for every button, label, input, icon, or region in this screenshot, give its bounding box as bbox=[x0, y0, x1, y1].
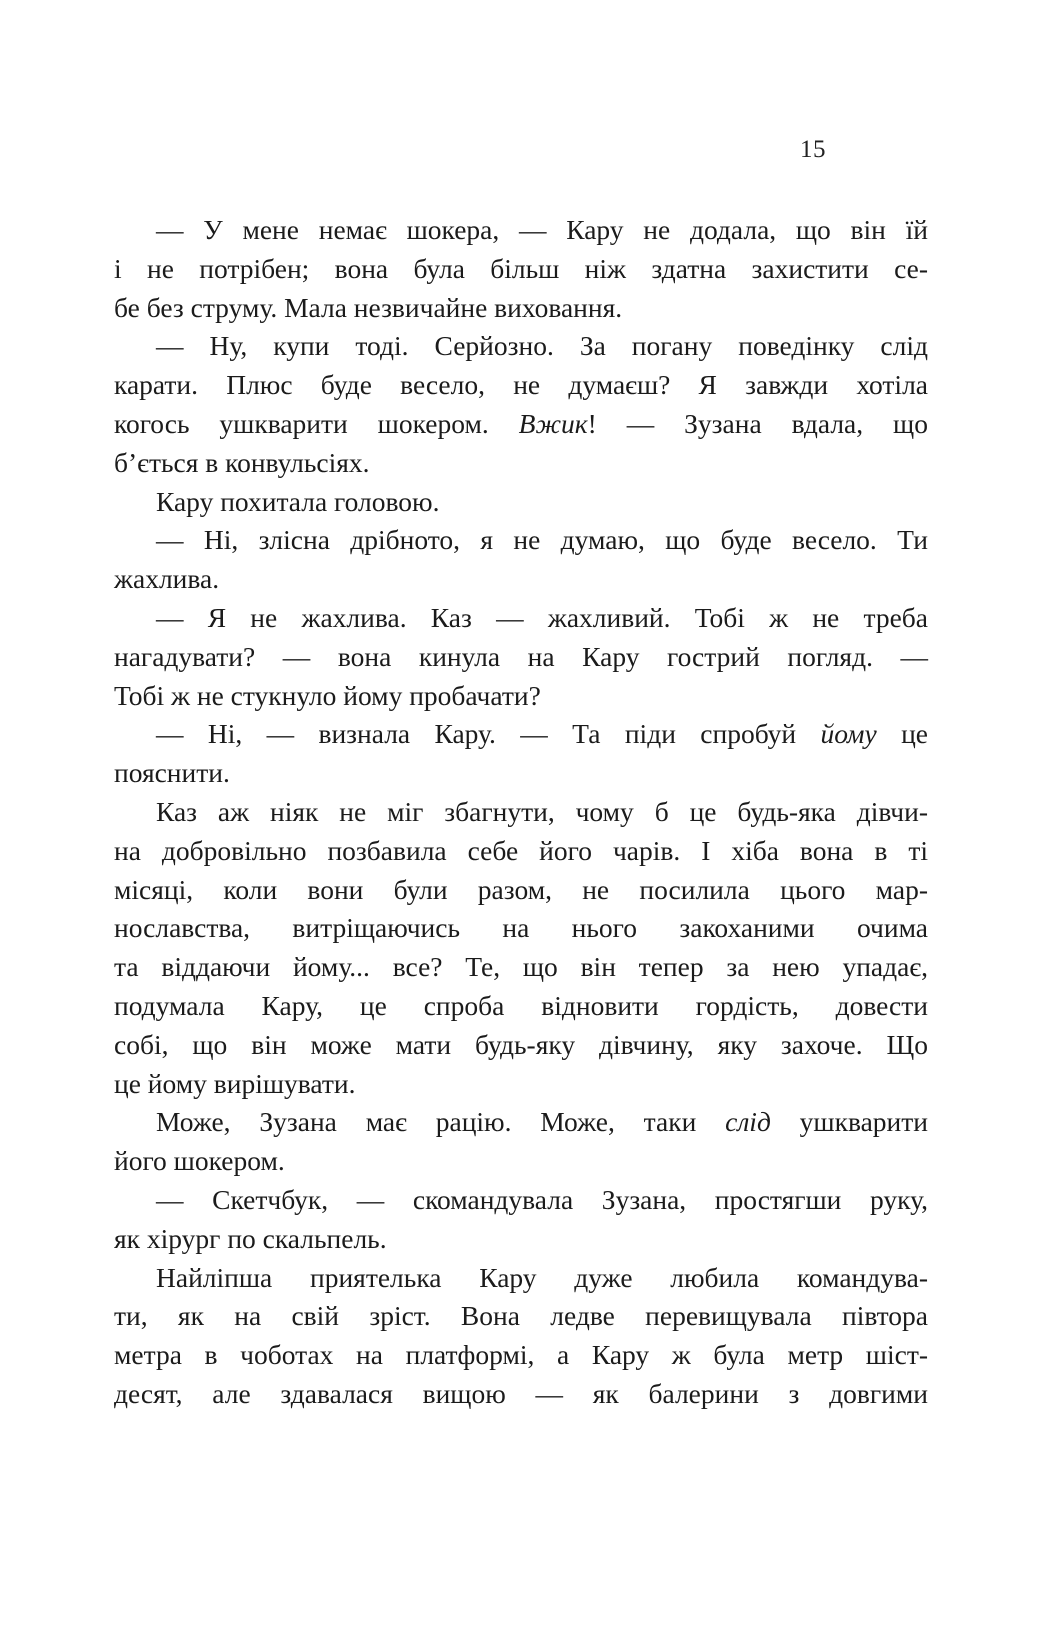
text-line: — Ні, злісна дрібното, я не думаю, що буде весело. Ти bbox=[156, 524, 928, 556]
text-line: його шокером. bbox=[114, 1145, 285, 1177]
text-line: — Скетчбук, — скомандувала Зузана, простягши руку, bbox=[156, 1183, 928, 1215]
text-line: жахлива. bbox=[114, 563, 220, 595]
italic-text: йому bbox=[820, 718, 877, 750]
text-line: місяці, коли вони були разом, не посилила цього мар- bbox=[114, 873, 928, 905]
italic-text: слід bbox=[725, 1106, 771, 1138]
text-line: бе без струму. Мала незвичайне виховання. bbox=[114, 291, 623, 323]
text-line: Може, Зузана має рацію. Може, таки слід ушкварити bbox=[156, 1106, 928, 1138]
text-line: на добровільно позбавила себе його чарів. І хіба вона в ті bbox=[114, 834, 928, 866]
text-line: нагадувати? — вона кинула на Кару гострий погляд. — bbox=[114, 640, 928, 672]
text-line: та віддаючи йому... все? Те, що він тепер за нею упадає, bbox=[114, 951, 928, 983]
text-line: нославства, витріщаючись на нього закоханими очима bbox=[114, 912, 928, 944]
text-line: подумала Кару, це спроба відновити гордість, довести bbox=[114, 989, 928, 1021]
text-line: Каз аж ніяк не міг збагнути, чому б це будь-яка дівчи- bbox=[156, 795, 928, 827]
text-line: десят, але здавалася вищою — як балерини з довгими bbox=[114, 1377, 928, 1409]
italic-text: Вжик bbox=[518, 407, 588, 439]
text-line: пояснити. bbox=[114, 757, 230, 789]
text-line: когось ушкварити шокером. Вжик! — Зузана вдала, що bbox=[114, 407, 928, 439]
text-block bbox=[114, 211, 928, 1414]
text-line: собі, що він може мати будь-яку дівчину, яку захоче. Що bbox=[114, 1028, 928, 1060]
text-line: — Ну, купи тоді. Серйозно. За погану поведінку слід bbox=[156, 330, 928, 362]
text-line: Тобі ж не стукнуло йому пробачати? bbox=[114, 679, 541, 711]
page-number: 15 bbox=[800, 136, 826, 163]
text-line: карати. Плюс буде весело, не думаєш? Я завжди хотіла bbox=[114, 369, 928, 401]
text-line: Кару похитала головою. bbox=[156, 485, 440, 517]
text-line: — Я не жахлива. Каз — жахливий. Тобі ж не треба bbox=[156, 601, 928, 633]
text-line: це йому вирішувати. bbox=[114, 1067, 356, 1099]
text-line: метра в чоботах на платформі, а Кару ж була метр шіст- bbox=[114, 1339, 928, 1371]
text-line: і не потрібен; вона була більш ніж здатна захистити се- bbox=[114, 252, 928, 284]
text-line: Найліпша приятелька Кару дуже любила командува- bbox=[156, 1261, 928, 1293]
text-line: ти, як на свій зріст. Вона ледве перевищувала півтора bbox=[114, 1300, 928, 1332]
text-line: як хірург по скальпель. bbox=[114, 1222, 387, 1254]
text-line: — Ні, — визнала Кару. — Та піди спробуй йому це bbox=[156, 718, 928, 750]
text-line: — У мене немає шокера, — Кару не додала, що він їй bbox=[156, 214, 928, 245]
text-line: б’ється в конвульсіях. bbox=[114, 446, 370, 478]
